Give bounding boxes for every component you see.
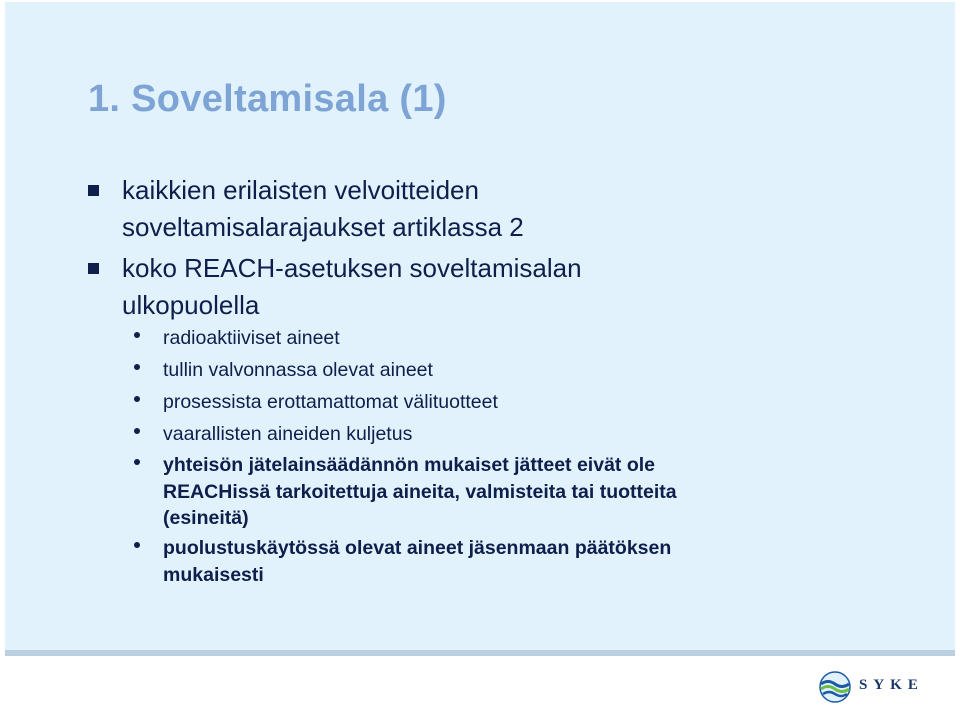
sub-bullet-item: [163, 421, 412, 448]
sub-bullet-line: radioaktiiviset aineet: [163, 327, 340, 349]
sub-bullet-line: prosessista erottamattomat välituotteet: [163, 391, 498, 413]
sub-bullet-line: REACHissä tarkoitettuja aineita, valmisteita tai tuotteita: [163, 480, 677, 503]
sub-bullet-item: [163, 325, 340, 352]
slide-bottom-rule: [5, 650, 955, 656]
sub-bullet-line: tullin valvonnassa olevat aineet: [163, 359, 433, 381]
syke-logo-text: SYKE: [859, 677, 924, 693]
round-bullet-icon: [134, 428, 140, 434]
sub-bullet-line: puolustuskäytössä olevat aineet jäsenmaan päätöksen: [163, 537, 672, 559]
sub-bullet-item: [163, 452, 677, 532]
round-bullet-icon: [134, 459, 140, 465]
round-bullet-icon: [134, 332, 140, 338]
sub-bullet-item: [163, 535, 671, 588]
bullet-item: [122, 172, 524, 246]
bullet-line: koko REACH-asetuksen soveltamisalan: [122, 253, 582, 283]
bullet-line: kaikkien erilaisten velvoitteiden: [122, 175, 479, 205]
round-bullet-icon: [134, 542, 140, 548]
bullet-line: soveltamisalarajaukset artiklassa 2: [122, 212, 524, 242]
bullet-item: [122, 250, 582, 324]
sub-bullet-line: (esineitä): [163, 507, 249, 529]
sub-bullet-item: [163, 357, 433, 384]
sub-bullet-line: vaarallisten aineiden kuljetus: [163, 423, 413, 445]
syke-logo: [815, 667, 950, 707]
square-bullet-icon: [88, 263, 99, 274]
sub-bullet-line: yhteisön jätelainsäädännön mukaiset jätteet eivät ole: [163, 454, 655, 476]
bullet-line: ulkopuolella: [122, 290, 260, 320]
sub-bullet-line: mukaisesti: [163, 563, 264, 586]
square-bullet-icon: [88, 185, 99, 196]
sub-bullet-item: [163, 389, 498, 416]
slide-title: 1. Soveltamisala (1): [88, 78, 447, 120]
round-bullet-icon: [134, 396, 140, 402]
round-bullet-icon: [134, 364, 140, 370]
syke-logo-icon: [815, 667, 855, 707]
